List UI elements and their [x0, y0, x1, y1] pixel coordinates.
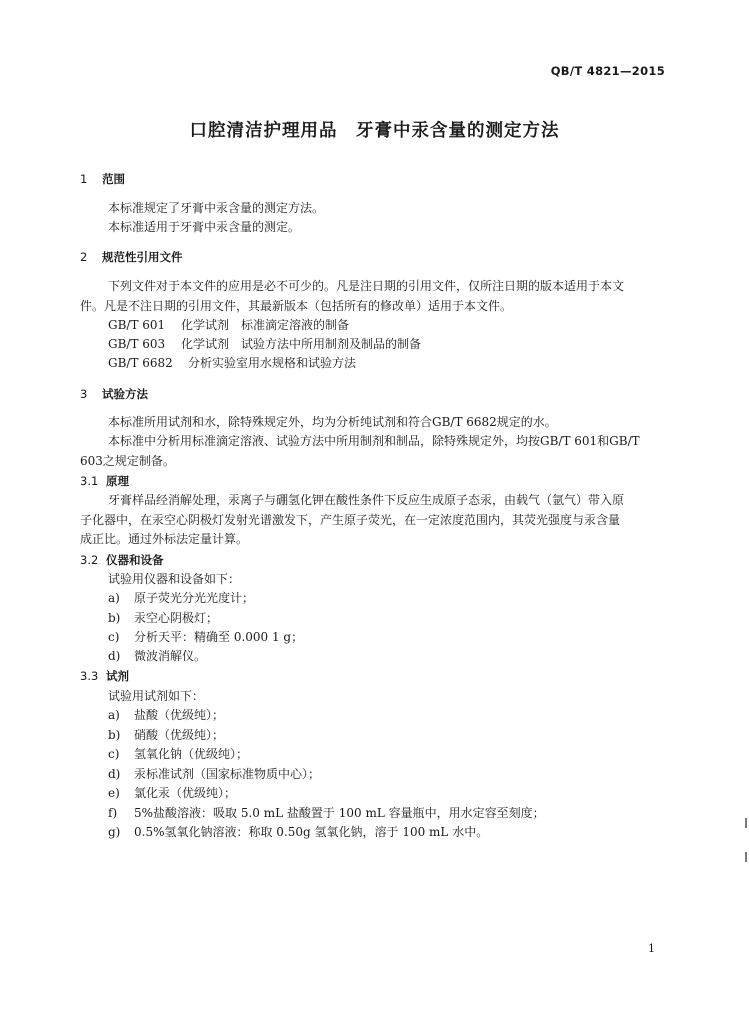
- list-label: f): [108, 806, 118, 820]
- standard-code: QB/T 4821—2015: [550, 64, 665, 78]
- paragraph-line: 件。凡是不注日期的引用文件，其最新版本（包括所有的修改单）适用于本文件。: [80, 299, 513, 313]
- list-label: d): [108, 649, 121, 663]
- reference-item: [108, 336, 421, 352]
- section-number: 3.1: [80, 474, 99, 488]
- subsection-3-3-heading: [80, 668, 129, 684]
- list-label: a): [108, 708, 120, 722]
- paragraph: 本标准规定了牙膏中汞含量的测定方法。: [108, 201, 325, 215]
- section-number: 3: [80, 387, 88, 401]
- list-intro: 试验用试剂如下：: [108, 689, 205, 703]
- list-text: 0.5%氢氧化钠溶液：称取 0.50g 氢氧化钠，溶于 100 mL 水中。: [134, 825, 489, 839]
- reference-code: GB/T 6682: [108, 356, 173, 370]
- reference-title: 化学试剂 试验方法中所用制剂及制品的制备: [181, 337, 422, 351]
- scan-edge-mark: [745, 818, 747, 828]
- reference-title: 化学试剂 标准滴定溶液的制备: [181, 318, 350, 332]
- list-label: e): [108, 786, 120, 800]
- list-text: 分析天平：精确至 0.000 1 g；: [134, 630, 304, 644]
- list-text: 5%盐酸溶液：吸取 5.0 mL 盐酸置于 100 mL 容量瓶中，用水定容至刻度；: [134, 806, 545, 820]
- paragraph: 本标准所用试剂和水，除特殊规定外，均为分析纯试剂和符合GB/T 6682规定的水。: [108, 415, 557, 429]
- section-3-heading: [80, 386, 148, 402]
- list-text: 硝酸（优级纯）；: [134, 728, 225, 742]
- section-number: 3.3: [80, 669, 99, 683]
- section-2-heading: [80, 249, 183, 265]
- paragraph-line: 下列文件对于本文件的应用是必不可少的。凡是注日期的引用文件，仅所注日期的版本适用于本文: [108, 279, 625, 293]
- section-title: 试剂: [106, 669, 129, 683]
- section-title: 规范性引用文件: [102, 250, 183, 264]
- paragraph: 本标准适用于牙膏中汞含量的测定。: [108, 220, 301, 234]
- document-title: 口腔清洁护理用品 牙膏中汞含量的测定方法: [189, 121, 560, 141]
- list-item: [108, 610, 218, 626]
- list-item: [108, 824, 488, 840]
- list-text: 汞标准试剂（国家标准物质中心）；: [134, 767, 321, 781]
- section-title: 试验方法: [102, 387, 148, 401]
- reference-item: [108, 355, 356, 371]
- list-text: 氢氧化钠（优级纯）；: [134, 747, 249, 761]
- list-label: b): [108, 728, 121, 742]
- subsection-3-2-heading: [80, 552, 164, 568]
- list-text: 原子荧光分光光度计；: [134, 591, 255, 605]
- section-number: 1: [80, 172, 88, 186]
- list-label: c): [108, 630, 120, 644]
- section-title: 原理: [106, 474, 129, 488]
- list-item: [108, 707, 224, 723]
- paragraph-line: 子化器中，在汞空心阴极灯发射光谱激发下，产生原子荧光，在一定浓度范围内，其荧光强度与汞含量: [80, 513, 621, 527]
- paragraph-line: 牙膏样品经消解处理，汞离子与硼氢化钾在酸性条件下反应生成原子态汞，由载气（氩气）带入原: [108, 493, 625, 507]
- list-intro: 试验用仪器和设备如下：: [108, 572, 241, 586]
- scan-edge-mark: [745, 852, 747, 862]
- reference-item: [108, 317, 349, 333]
- list-label: a): [108, 591, 120, 605]
- list-item: [108, 648, 206, 664]
- subsection-3-1-heading: [80, 473, 129, 489]
- list-item: [108, 766, 320, 782]
- section-title: 仪器和设备: [106, 553, 164, 567]
- list-item: [108, 727, 224, 743]
- paragraph-line: 本标准中分析用标准滴定溶液、试验方法中所用制剂和制品，除特殊规定外，均按GB/T 601和GB/T: [108, 434, 640, 448]
- list-item: [108, 590, 254, 606]
- list-item: [108, 746, 248, 762]
- list-text: 氯化汞（优级纯）；: [134, 786, 237, 800]
- list-item: [108, 805, 545, 821]
- section-number: 3.2: [80, 553, 99, 567]
- section-number: 2: [80, 250, 88, 264]
- list-label: c): [108, 747, 120, 761]
- list-item: [108, 629, 303, 645]
- list-label: g): [108, 825, 121, 839]
- list-text: 汞空心阴极灯；: [134, 611, 219, 625]
- reference-title: 分析实验室用水规格和试验方法: [188, 356, 357, 370]
- reference-code: GB/T 601: [108, 318, 166, 332]
- list-label: b): [108, 611, 121, 625]
- section-1-heading: [80, 171, 125, 187]
- list-label: d): [108, 767, 121, 781]
- section-title: 范围: [102, 172, 125, 186]
- list-text: 微波消解仪。: [134, 649, 207, 663]
- list-item: [108, 785, 236, 801]
- page-number: 1: [648, 942, 655, 955]
- paragraph-line: 603之规定制备。: [80, 454, 175, 468]
- reference-code: GB/T 603: [108, 337, 166, 351]
- paragraph-line: 成正比。通过外标法定量计算。: [80, 532, 249, 546]
- list-text: 盐酸（优级纯）；: [134, 708, 225, 722]
